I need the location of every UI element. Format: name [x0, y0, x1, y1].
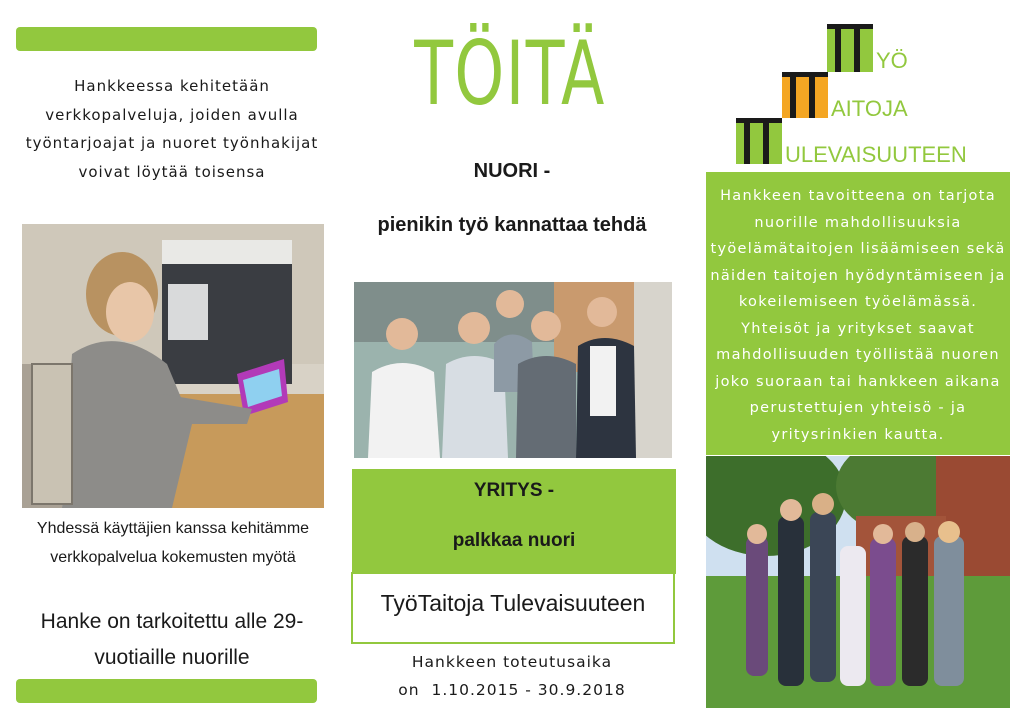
project-duration: [340, 648, 684, 704]
logo-line-1: YÖ: [876, 48, 908, 73]
photo-group-of-youth: [354, 282, 672, 458]
photo-girl-at-laptop: [22, 224, 324, 508]
tyotaitoja-logo: [734, 22, 994, 170]
project-name: TyöTaitoja Tulevaisuuteen: [380, 590, 646, 616]
goal-text: Hankkeen tavoitteena on tarjota nuorille mahdollisuuksia työelämätaitojen lisäämiseen sekä näiden taitojen hyödyntämiseen ja kokeilemiseen työelämässä. Yhteisöt ja yritykset saavat mahdollisuuden työllistää nuoren joko suoraan tai hankkeen aikana perustettujen yhteisö - ja yritysrinkien kautta.: [710, 188, 1006, 443]
yritys-slogan: palkkaa nuori: [452, 530, 576, 551]
page-title: TÖITÄ: [414, 22, 606, 125]
logo-line-3: ULEVAISUUTEEN: [785, 142, 967, 167]
top-green-bar: [16, 27, 317, 51]
duration-label: Hankkeen toteutusaika: [411, 653, 613, 671]
left-target-text: Hanke on tarkoitettu alle 29-vuotiaille nuorille: [40, 610, 304, 669]
nuori-slogan: pienikin työ kannattaa tehdä: [377, 214, 647, 236]
photo-outdoor-group: [706, 456, 1010, 708]
yritys-heading: YRITYS -: [473, 480, 555, 501]
logo-line-2: AITOJA: [831, 96, 908, 121]
left-intro-text: Hankkeessa kehitetään verkkopalveluja, joiden avulla työntarjoajat ja nuoret työnhakijat voivat löytää toisensa: [25, 77, 319, 181]
left-caption-text: Yhdessä käyttäjien kanssa kehitämme verkkopalvelua kokemusten myötä: [36, 520, 310, 566]
nuori-heading: NUORI -: [473, 160, 551, 182]
duration-dates: on 1.10.2015 - 30.9.2018: [398, 681, 626, 699]
bottom-green-bar: [16, 679, 317, 703]
